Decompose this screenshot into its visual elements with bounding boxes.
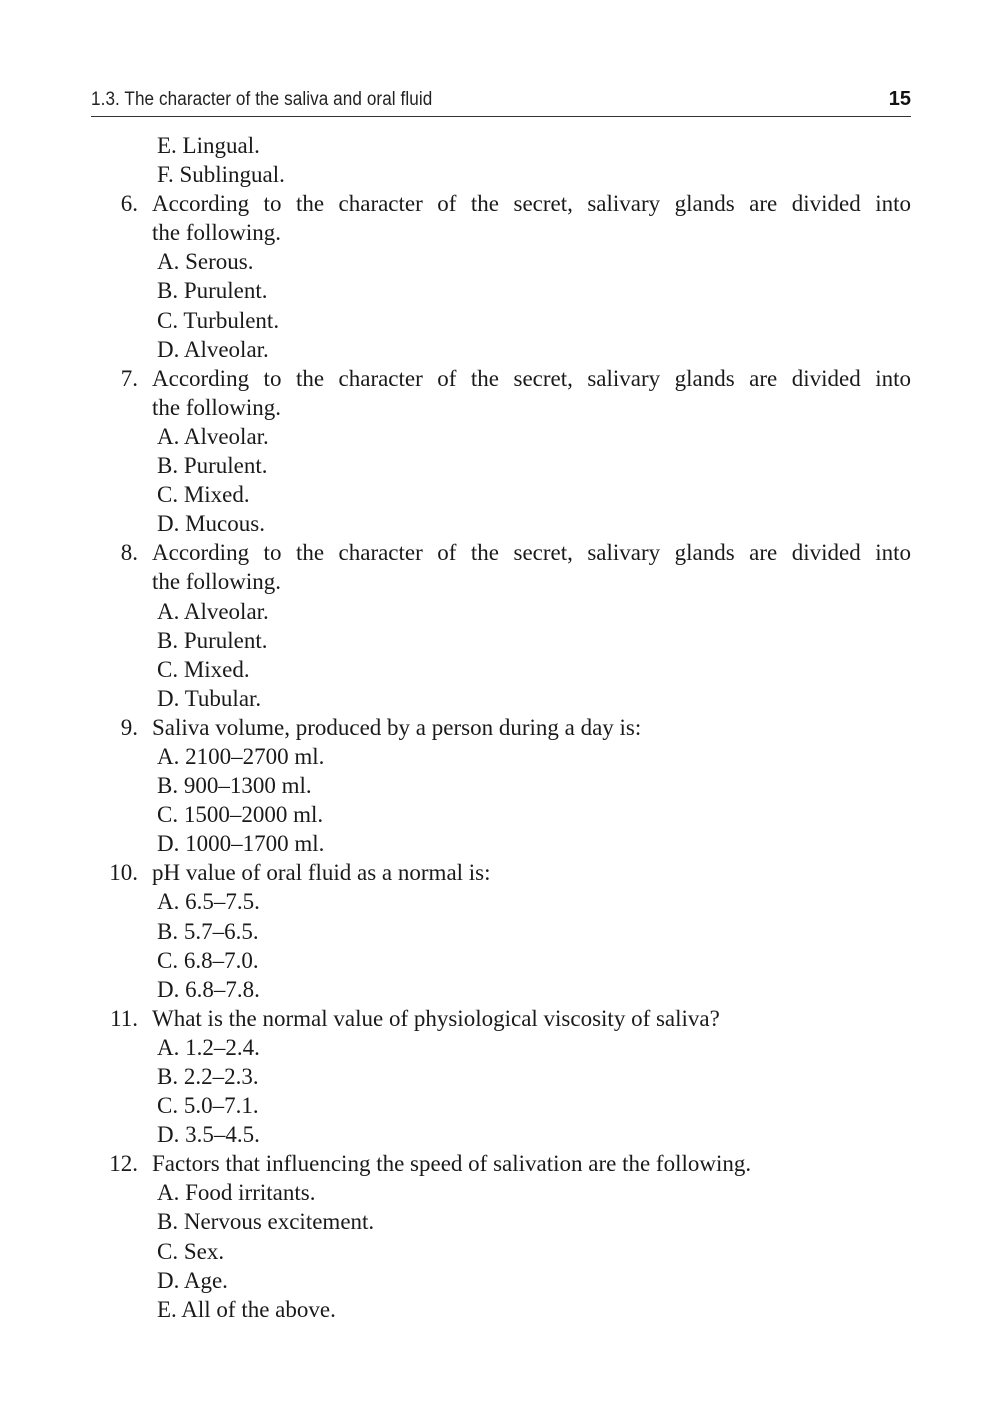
option-line: A. Food irritants. bbox=[157, 1180, 316, 1206]
question-10 bbox=[0, 858, 1000, 887]
question-text: Factors that influencing the speed of salivation are the following. bbox=[152, 1151, 752, 1177]
page-number: 15 bbox=[888, 88, 911, 110]
option-line: A. Alveolar. bbox=[157, 598, 269, 624]
question-number: 7. bbox=[120, 365, 138, 391]
option-line: D. 3.5–4.5. bbox=[157, 1122, 260, 1148]
option-line: A. 6.5–7.5. bbox=[157, 889, 260, 915]
option-line: B. 900–1300 ml. bbox=[157, 773, 312, 799]
question-text: pH value of oral fluid as a normal is: bbox=[152, 860, 491, 886]
option-line: D. 6.8–7.8. bbox=[157, 976, 260, 1002]
running-header bbox=[91, 86, 911, 117]
option-line: C. 5.0–7.1. bbox=[157, 1093, 259, 1119]
question-9 bbox=[0, 713, 1000, 742]
option-line: C. 6.8–7.0. bbox=[157, 947, 259, 973]
question-text-continued: the following. bbox=[152, 394, 282, 420]
question-8 bbox=[0, 538, 1000, 567]
question-number: 12. bbox=[109, 1151, 138, 1177]
question-text-continued: the following. bbox=[152, 220, 282, 246]
option-line: B. 2.2–2.3. bbox=[157, 1064, 259, 1089]
option-line: C. Sex. bbox=[157, 1238, 225, 1264]
question-number: 11. bbox=[110, 1005, 138, 1031]
option-line: B. Purulent. bbox=[157, 453, 268, 479]
question-number: 6. bbox=[120, 191, 138, 217]
option-line: D. 1000–1700 ml. bbox=[157, 831, 325, 857]
option-line: C. 1500–2000 ml. bbox=[157, 802, 324, 828]
option-line: A. Alveolar. bbox=[157, 423, 269, 449]
option-line: B. Nervous excitement. bbox=[157, 1209, 375, 1235]
option-line: A. Serous. bbox=[157, 249, 254, 275]
question-text: According to the character of the secret, salivary glands are divided into bbox=[152, 540, 911, 566]
option-line: C. Mixed. bbox=[157, 656, 250, 682]
option-line: D. Age. bbox=[157, 1267, 228, 1293]
option-line: D. Tubular. bbox=[157, 685, 262, 711]
question-7 bbox=[0, 364, 1000, 393]
option-line: A. 1.2–2.4. bbox=[157, 1034, 260, 1060]
question-text: What is the normal value of physiological viscosity of saliva? bbox=[152, 1005, 720, 1031]
option-line: D. Alveolar. bbox=[157, 336, 269, 362]
option-line: B. Purulent. bbox=[157, 627, 268, 653]
question-text-continued: the following. bbox=[152, 569, 282, 595]
question-number: 10. bbox=[109, 860, 138, 886]
question-11 bbox=[0, 1004, 1000, 1033]
question-text: Saliva volume, produced by a person during a day is: bbox=[152, 714, 642, 740]
question-text: According to the character of the secret, salivary glands are divided into bbox=[152, 191, 911, 217]
option-line: B. 5.7–6.5. bbox=[157, 918, 259, 944]
option-line: D. Mucous. bbox=[157, 511, 265, 537]
option-line: E. Lingual. bbox=[157, 133, 260, 158]
question-12 bbox=[0, 1149, 1000, 1178]
question-list bbox=[0, 131, 1000, 1324]
option-line: E. All of the above. bbox=[157, 1296, 336, 1322]
question-text: According to the character of the secret, salivary glands are divided into bbox=[152, 365, 911, 391]
question-number: 9. bbox=[120, 714, 138, 740]
option-line: F. Sublingual. bbox=[157, 162, 285, 188]
question-number: 8. bbox=[120, 540, 138, 566]
running-title: 1.3. The character of the saliva and oral fluid bbox=[91, 89, 433, 110]
option-line: A. 2100–2700 ml. bbox=[157, 743, 325, 769]
option-line: C. Mixed. bbox=[157, 482, 250, 508]
question-6 bbox=[0, 189, 1000, 218]
option-line: B. Purulent. bbox=[157, 278, 268, 304]
option-line: C. Turbulent. bbox=[157, 307, 280, 333]
